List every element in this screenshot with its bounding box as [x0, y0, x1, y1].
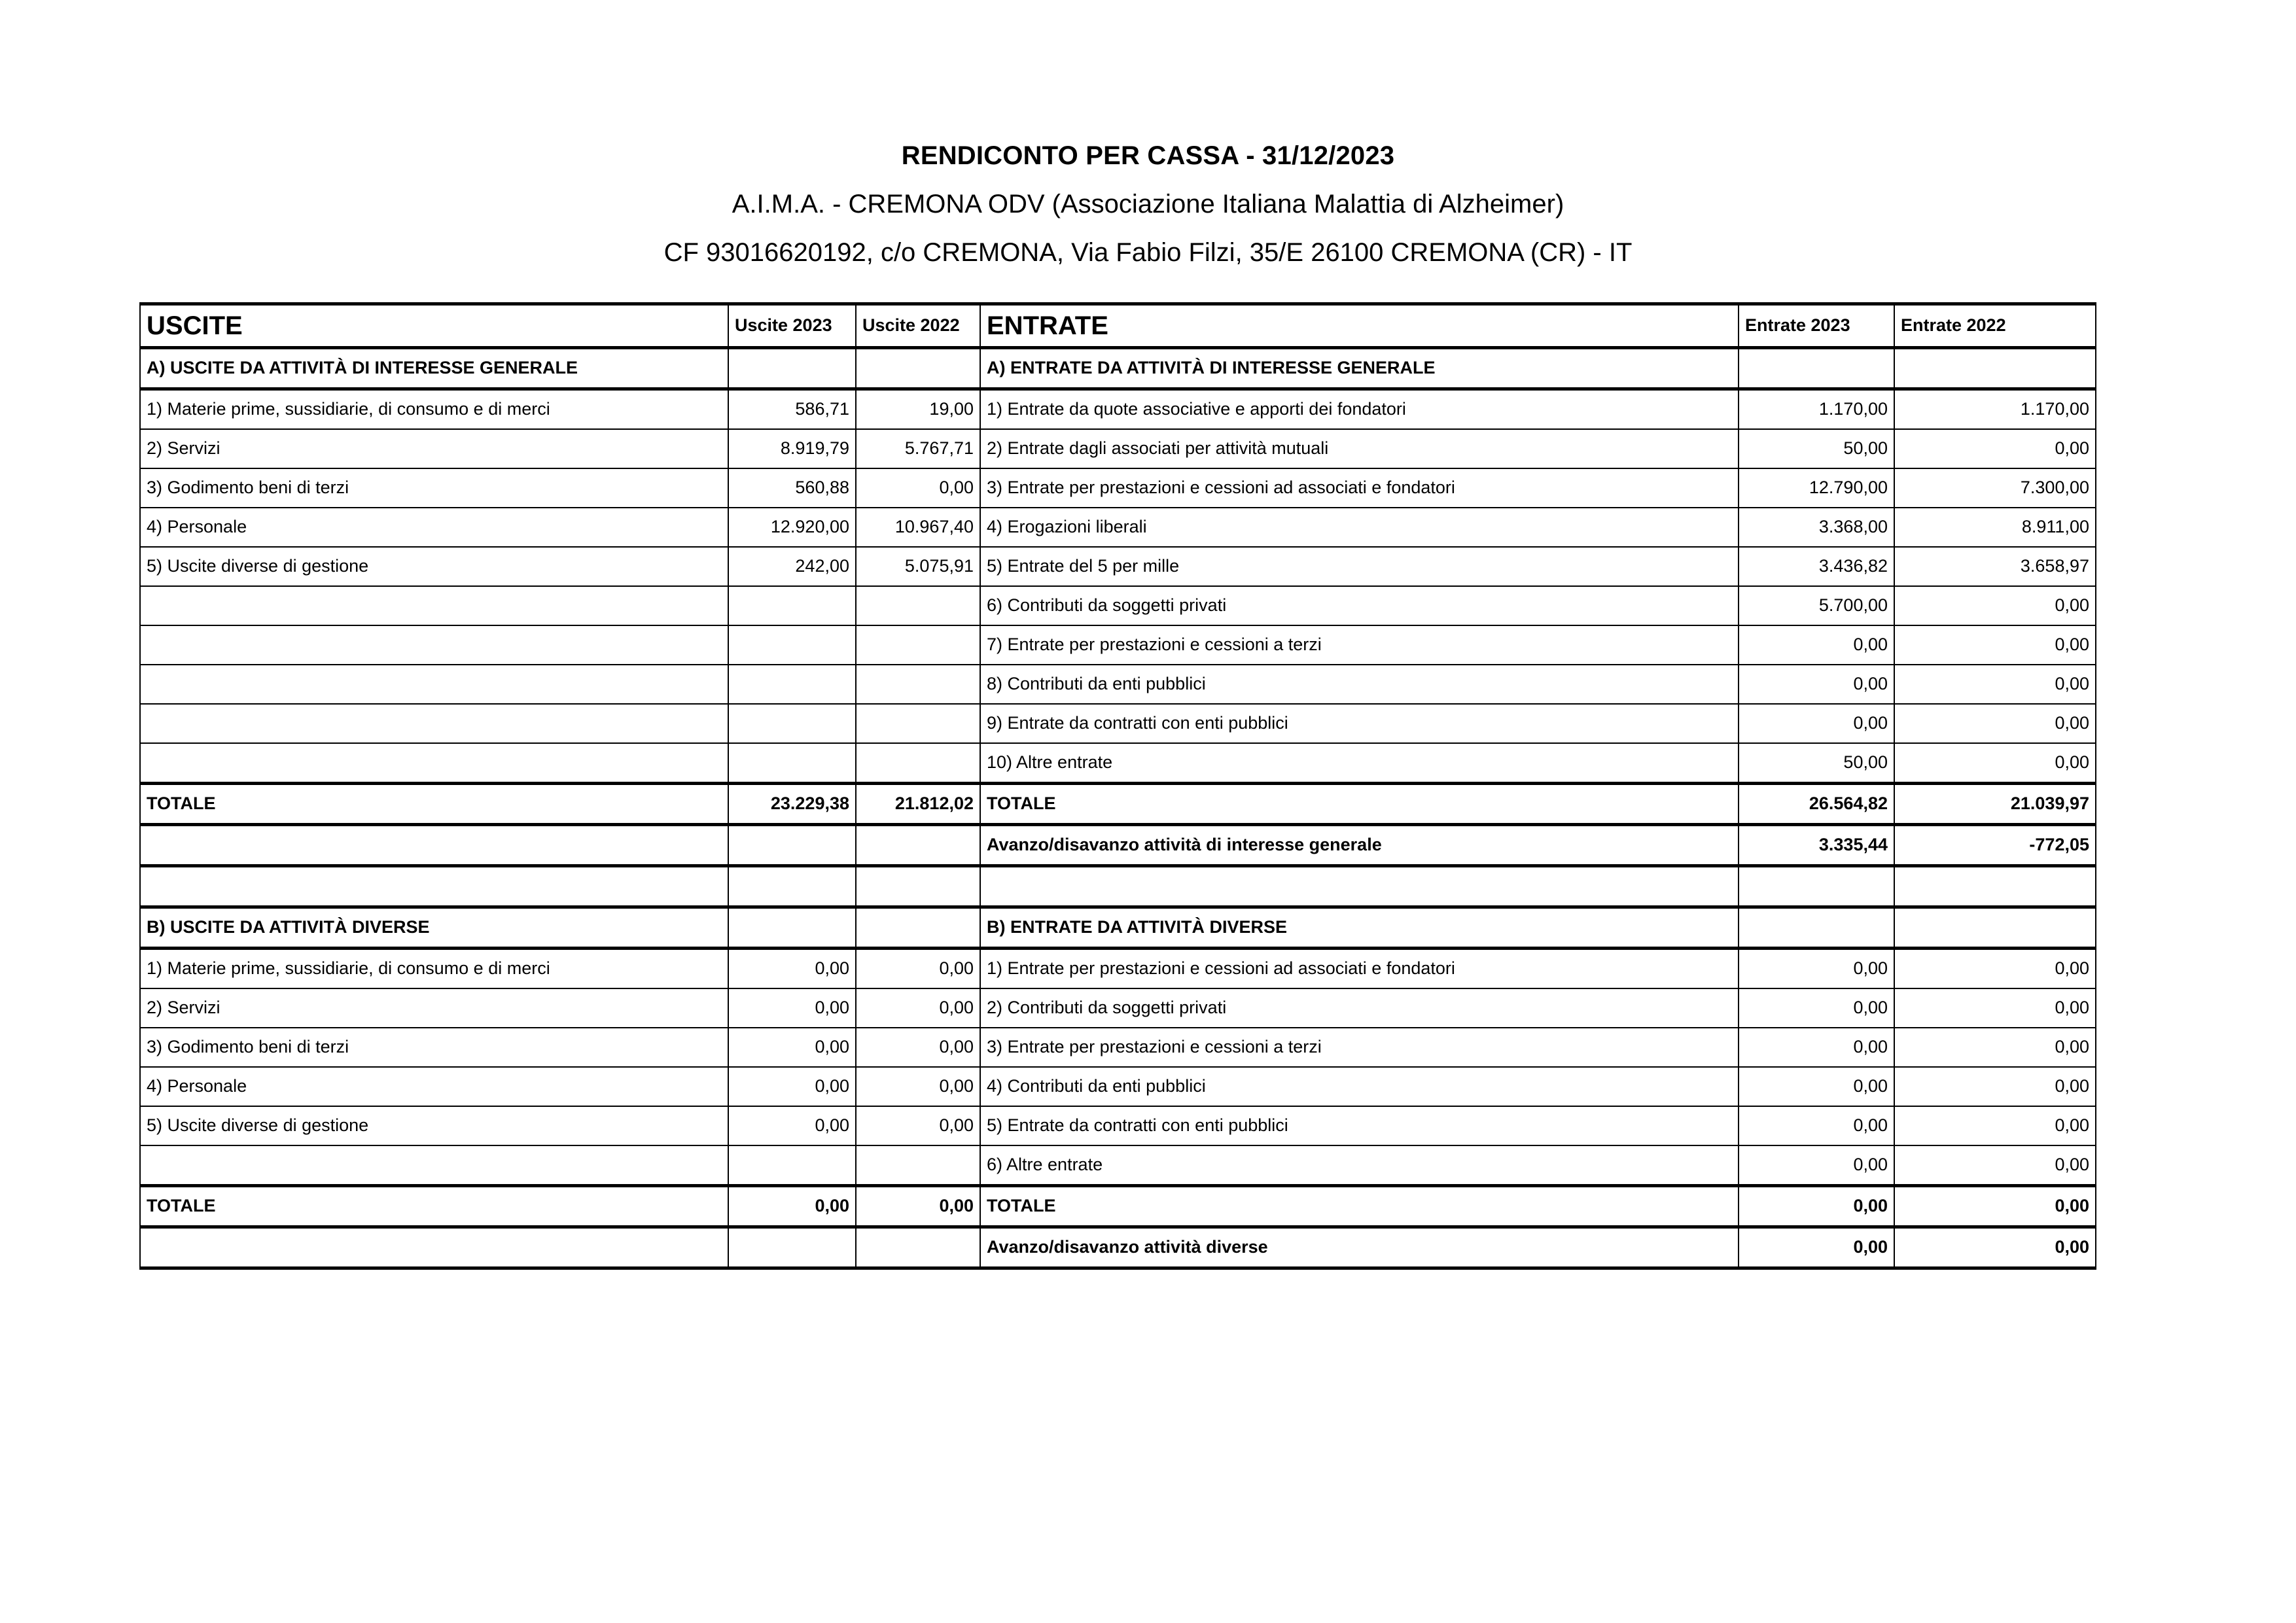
total-entrate-label: TOTALE [980, 1186, 1739, 1227]
entrate-label: 10) Altre entrate [980, 743, 1739, 784]
avanzo-entrate-2022: -772,05 [1894, 825, 2096, 866]
uscite-2022-value: 0,00 [856, 949, 980, 989]
uscite-label [140, 625, 728, 665]
section-heading-row-section_a [140, 348, 2096, 389]
avanzo-uscite-label [140, 1227, 728, 1268]
entrate-label: 5) Entrate del 5 per mille [980, 547, 1739, 586]
entrate-2022-value: 1.170,00 [1894, 389, 2096, 430]
entrate-2023-value: 3.436,82 [1739, 547, 1894, 586]
section-separator-row [140, 866, 2096, 907]
table-row [140, 1067, 2096, 1106]
total-uscite-label: TOTALE [140, 1186, 728, 1227]
entrate-2023-value: 0,00 [1739, 988, 1894, 1028]
entrate-2023-value: 1.170,00 [1739, 389, 1894, 430]
uscite-label [140, 704, 728, 743]
section-heading-uscite-section_b: B) USCITE DA ATTIVITÀ DIVERSE [140, 907, 728, 949]
entrate-label: 2) Entrate dagli associati per attività mutuali [980, 429, 1739, 468]
avanzo-entrate-label: Avanzo/disavanzo attività diverse [980, 1227, 1739, 1268]
table-row [140, 988, 2096, 1028]
total-entrate-2022: 0,00 [1894, 1186, 2096, 1227]
table-row [140, 508, 2096, 547]
uscite-2022-value [856, 625, 980, 665]
entrate-2023-value: 0,00 [1739, 625, 1894, 665]
column-header-uscite-2022: Uscite 2022 [856, 304, 980, 348]
separator-cell [140, 866, 728, 907]
entrate-label: 4) Contributi da enti pubblici [980, 1067, 1739, 1106]
entrate-2022-value: 0,00 [1894, 586, 2096, 625]
table-row [140, 949, 2096, 989]
table-row [140, 389, 2096, 430]
entrate-label: 3) Entrate per prestazioni e cessioni a terzi [980, 1028, 1739, 1067]
uscite-2022-value: 19,00 [856, 389, 980, 430]
uscite-2023-value: 0,00 [728, 1106, 856, 1145]
uscite-2023-value [728, 625, 856, 665]
rendiconto-table-container [139, 302, 2095, 1270]
entrate-2022-value: 0,00 [1894, 625, 2096, 665]
uscite-label: 5) Uscite diverse di gestione [140, 547, 728, 586]
total-entrate-2023: 26.564,82 [1739, 784, 1894, 825]
total-uscite-2023: 23.229,38 [728, 784, 856, 825]
table-row [140, 429, 2096, 468]
uscite-label [140, 665, 728, 704]
uscite-2023-value: 0,00 [728, 1028, 856, 1067]
table-row [140, 1028, 2096, 1067]
avanzo-uscite-2022 [856, 825, 980, 866]
uscite-2022-value: 0,00 [856, 988, 980, 1028]
table-header-row [140, 304, 2096, 348]
uscite-2022-value: 0,00 [856, 1028, 980, 1067]
uscite-2023-value [728, 586, 856, 625]
section-heading-uscite-2023-section_b [728, 907, 856, 949]
separator-cell [1894, 866, 2096, 907]
entrate-2022-value: 0,00 [1894, 665, 2096, 704]
uscite-2023-value [728, 704, 856, 743]
entrate-label: 1) Entrate da quote associative e apporti dei fondatori [980, 389, 1739, 430]
avanzo-row-section_a [140, 825, 2096, 866]
avanzo-uscite-2023 [728, 1227, 856, 1268]
table-row [140, 468, 2096, 508]
uscite-label: 4) Personale [140, 508, 728, 547]
uscite-label: 3) Godimento beni di terzi [140, 1028, 728, 1067]
uscite-2023-value [728, 1145, 856, 1186]
uscite-2022-value: 0,00 [856, 1067, 980, 1106]
entrate-2022-value: 3.658,97 [1894, 547, 2096, 586]
entrate-2023-value: 3.368,00 [1739, 508, 1894, 547]
table-row [140, 704, 2096, 743]
uscite-2023-value: 242,00 [728, 547, 856, 586]
uscite-label: 5) Uscite diverse di gestione [140, 1106, 728, 1145]
entrate-label: 6) Altre entrate [980, 1145, 1739, 1186]
entrate-2023-value: 0,00 [1739, 1028, 1894, 1067]
entrate-2022-value: 0,00 [1894, 1145, 2096, 1186]
uscite-2023-value: 0,00 [728, 1067, 856, 1106]
separator-cell [728, 866, 856, 907]
section-heading-entrate-section_a: A) ENTRATE DA ATTIVITÀ DI INTERESSE GENERALE [980, 348, 1739, 389]
entrate-2022-value: 0,00 [1894, 1028, 2096, 1067]
entrate-2022-value: 0,00 [1894, 988, 2096, 1028]
entrate-2022-value: 0,00 [1894, 704, 2096, 743]
avanzo-entrate-2022: 0,00 [1894, 1227, 2096, 1268]
entrate-2022-value: 0,00 [1894, 429, 2096, 468]
organization-address: CF 93016620192, c/o CREMONA, Via Fabio Filzi, 35/E 26100 CREMONA (CR) - IT [663, 238, 1633, 267]
entrate-2023-value: 0,00 [1739, 1145, 1894, 1186]
entrate-2023-value: 0,00 [1739, 665, 1894, 704]
entrate-label: 4) Erogazioni liberali [980, 508, 1739, 547]
section-heading-entrate-2022-section_b [1894, 907, 2096, 949]
uscite-2023-value: 0,00 [728, 949, 856, 989]
entrate-label: 3) Entrate per prestazioni e cessioni ad associati e fondatori [980, 468, 1739, 508]
uscite-2022-value: 5.767,71 [856, 429, 980, 468]
total-uscite-2022: 0,00 [856, 1186, 980, 1227]
table-row [140, 1106, 2096, 1145]
table-row [140, 743, 2096, 784]
total-entrate-2023: 0,00 [1739, 1186, 1894, 1227]
total-entrate-label: TOTALE [980, 784, 1739, 825]
entrate-label: 2) Contributi da soggetti privati [980, 988, 1739, 1028]
entrate-2023-value: 0,00 [1739, 704, 1894, 743]
entrate-label: 5) Entrate da contratti con enti pubblici [980, 1106, 1739, 1145]
total-row-section_a [140, 784, 2096, 825]
entrate-label: 7) Entrate per prestazioni e cessioni a terzi [980, 625, 1739, 665]
section-heading-uscite-2022-section_b [856, 907, 980, 949]
rendiconto-table [139, 302, 2096, 1270]
uscite-label: 1) Materie prime, sussidiarie, di consumo e di merci [140, 949, 728, 989]
separator-cell [980, 866, 1739, 907]
uscite-2022-value [856, 586, 980, 625]
section-heading-entrate-2023-section_b [1739, 907, 1894, 949]
total-uscite-2022: 21.812,02 [856, 784, 980, 825]
uscite-2023-value [728, 743, 856, 784]
total-uscite-label: TOTALE [140, 784, 728, 825]
uscite-2022-value: 10.967,40 [856, 508, 980, 547]
total-row-section_b [140, 1186, 2096, 1227]
avanzo-entrate-2023: 0,00 [1739, 1227, 1894, 1268]
document-header [0, 143, 2296, 266]
entrate-label: 1) Entrate per prestazioni e cessioni ad associati e fondatori [980, 949, 1739, 989]
uscite-2022-value: 5.075,91 [856, 547, 980, 586]
uscite-2023-value: 8.919,79 [728, 429, 856, 468]
uscite-label [140, 586, 728, 625]
column-header-entrate: ENTRATE [980, 304, 1739, 348]
avanzo-uscite-2022 [856, 1227, 980, 1268]
uscite-2022-value [856, 665, 980, 704]
section-heading-entrate-2022-section_a [1894, 348, 2096, 389]
page-title: RENDICONTO PER CASSA - 31/12/2023 [901, 141, 1395, 170]
uscite-label: 2) Servizi [140, 429, 728, 468]
separator-cell [1739, 866, 1894, 907]
total-uscite-2023: 0,00 [728, 1186, 856, 1227]
uscite-label: 1) Materie prime, sussidiarie, di consumo e di merci [140, 389, 728, 430]
avanzo-row-section_b [140, 1227, 2096, 1268]
entrate-2023-value: 5.700,00 [1739, 586, 1894, 625]
column-header-uscite: USCITE [140, 304, 728, 348]
entrate-2023-value: 0,00 [1739, 1106, 1894, 1145]
section-heading-row-section_b [140, 907, 2096, 949]
uscite-2023-value [728, 665, 856, 704]
entrate-2022-value: 0,00 [1894, 949, 2096, 989]
entrate-2022-value: 0,00 [1894, 1106, 2096, 1145]
avanzo-entrate-label: Avanzo/disavanzo attività di interesse generale [980, 825, 1739, 866]
uscite-2022-value: 0,00 [856, 468, 980, 508]
entrate-label: 8) Contributi da enti pubblici [980, 665, 1739, 704]
entrate-2023-value: 12.790,00 [1739, 468, 1894, 508]
total-entrate-2022: 21.039,97 [1894, 784, 2096, 825]
uscite-2023-value: 12.920,00 [728, 508, 856, 547]
entrate-2023-value: 50,00 [1739, 743, 1894, 784]
table-row [140, 547, 2096, 586]
entrate-2023-value: 50,00 [1739, 429, 1894, 468]
uscite-2022-value: 0,00 [856, 1106, 980, 1145]
column-header-entrate-2023: Entrate 2023 [1739, 304, 1894, 348]
table-row [140, 625, 2096, 665]
uscite-label: 4) Personale [140, 1067, 728, 1106]
uscite-label [140, 1145, 728, 1186]
entrate-2022-value: 7.300,00 [1894, 468, 2096, 508]
uscite-2022-value [856, 743, 980, 784]
organization-name: A.I.M.A. - CREMONA ODV (Associazione Italiana Malattia di Alzheimer) [732, 190, 1564, 218]
uscite-2023-value: 560,88 [728, 468, 856, 508]
entrate-label: 9) Entrate da contratti con enti pubblici [980, 704, 1739, 743]
uscite-label [140, 743, 728, 784]
avanzo-uscite-2023 [728, 825, 856, 866]
column-header-uscite-2023: Uscite 2023 [728, 304, 856, 348]
section-heading-entrate-section_b: B) ENTRATE DA ATTIVITÀ DIVERSE [980, 907, 1739, 949]
section-heading-uscite-2023-section_a [728, 348, 856, 389]
table-row [140, 1145, 2096, 1186]
rendiconto-table-body [140, 304, 2096, 1268]
section-heading-uscite-2022-section_a [856, 348, 980, 389]
section-heading-uscite-section_a: A) USCITE DA ATTIVITÀ DI INTERESSE GENERALE [140, 348, 728, 389]
table-row [140, 586, 2096, 625]
uscite-2022-value [856, 1145, 980, 1186]
column-header-entrate-2022: Entrate 2022 [1894, 304, 2096, 348]
uscite-label: 3) Godimento beni di terzi [140, 468, 728, 508]
avanzo-entrate-2023: 3.335,44 [1739, 825, 1894, 866]
separator-cell [856, 866, 980, 907]
avanzo-uscite-label [140, 825, 728, 866]
uscite-2023-value: 586,71 [728, 389, 856, 430]
entrate-2023-value: 0,00 [1739, 949, 1894, 989]
uscite-label: 2) Servizi [140, 988, 728, 1028]
uscite-2023-value: 0,00 [728, 988, 856, 1028]
entrate-2022-value: 0,00 [1894, 1067, 2096, 1106]
entrate-2022-value: 8.911,00 [1894, 508, 2096, 547]
entrate-2022-value: 0,00 [1894, 743, 2096, 784]
section-heading-entrate-2023-section_a [1739, 348, 1894, 389]
table-row [140, 665, 2096, 704]
uscite-2022-value [856, 704, 980, 743]
entrate-label: 6) Contributi da soggetti privati [980, 586, 1739, 625]
entrate-2023-value: 0,00 [1739, 1067, 1894, 1106]
